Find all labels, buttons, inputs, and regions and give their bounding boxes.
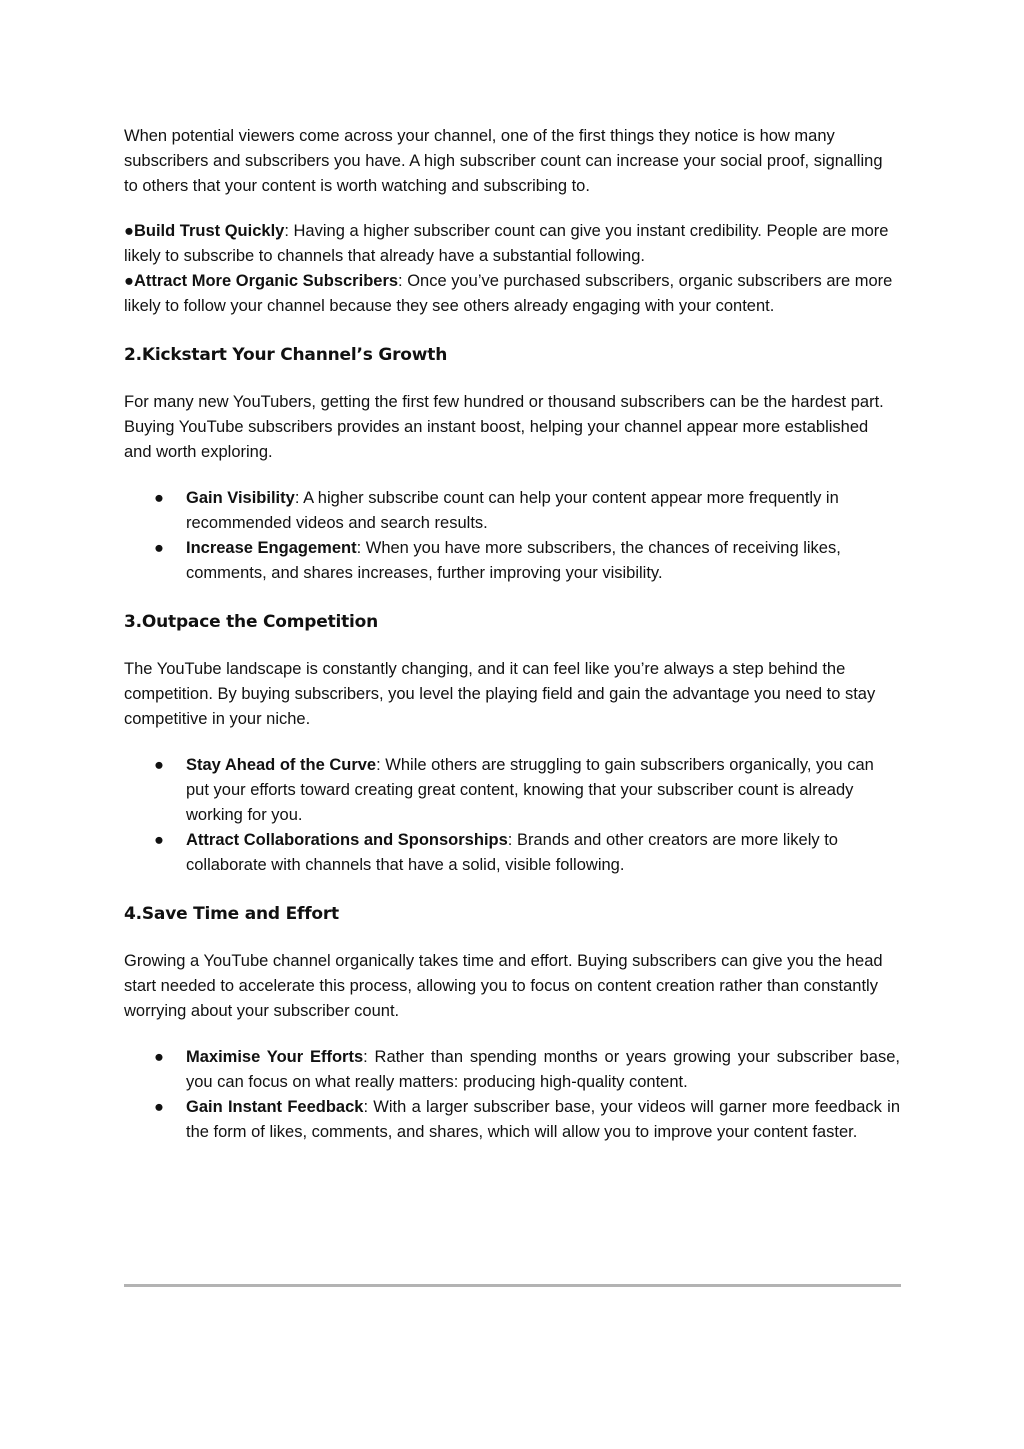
inline-bullet-item <box>124 269 900 319</box>
bullet-text: : Rather than spending months or years growing your subscriber base, you can focus on what really matters: producing high-quality content. <box>186 1048 900 1091</box>
document-page <box>124 124 900 1145</box>
bullet-text: : When you have more subscribers, the chances of receiving likes, comments, and shares increases, further improving your visibility. <box>186 539 841 582</box>
bullet-glyph: ● <box>124 222 134 240</box>
bullet-text: : Having a higher subscriber count can give you instant credibility. People are more likely to subscribe to channels that already have a substantial following. <box>124 222 889 265</box>
section-heading: 2.Kickstart Your Channel’s Growth <box>124 345 448 365</box>
bullet-text: : While others are struggling to gain subscribers organically, you can put your efforts toward creating great content, knowing that your subscriber count is already working for you. <box>186 756 874 824</box>
bullet-term: Maximise Your Efforts <box>186 1048 364 1066</box>
bullet-list <box>124 1045 900 1145</box>
bullet-text: : With a larger subscriber base, your videos will garner more feedback in the form of likes, comments, and shares, which will allow you to improve your content faster. <box>186 1098 901 1141</box>
section-save-time <box>124 901 900 1145</box>
list-item <box>124 1045 900 1095</box>
section-heading: 3.Outpace the Competition <box>124 612 379 632</box>
bullet-text: : Once you’ve purchased subscribers, organic subscribers are more likely to follow your channel because they see others already engaging with your content. <box>124 272 893 315</box>
bullet-term: Gain Instant Feedback <box>186 1098 364 1116</box>
bullet-glyph: ● <box>154 1048 164 1066</box>
list-item <box>124 828 900 878</box>
footer-divider <box>124 1284 901 1287</box>
list-item <box>124 536 900 586</box>
bullet-term: Build Trust Quickly <box>133 222 285 240</box>
section-paragraph: Growing a YouTube channel organically takes time and effort. Buying subscribers can give you the head start needed to accelerate this process, allowing you to focus on content creation rather than constantly worrying about your subscriber count. <box>124 952 883 1020</box>
section-competition <box>124 609 900 878</box>
bullet-list <box>124 486 900 586</box>
bullet-term: Attract Collaborations and Sponsorships <box>186 831 508 849</box>
bullet-term: Stay Ahead of the Curve <box>186 756 377 774</box>
bullet-glyph: ● <box>154 489 164 507</box>
bullet-text: : Brands and other creators are more likely to collaborate with channels that have a solid, visible following. <box>186 831 838 874</box>
bullet-text: : A higher subscribe count can help your content appear more frequently in recommended videos and search results. <box>186 489 839 532</box>
bullet-list <box>124 753 900 878</box>
list-item <box>124 486 900 536</box>
intro-paragraph: When potential viewers come across your channel, one of the first things they notice is how many subscribers and subscribers you have. A high subscriber count can increase your social proof, signalling to others that your content is worth watching and subscribing to. <box>124 127 883 195</box>
bullet-glyph: ● <box>154 756 164 774</box>
bullet-glyph: ● <box>154 539 164 557</box>
inline-bullet-list <box>124 219 900 319</box>
bullet-glyph: ● <box>154 1098 164 1116</box>
inline-bullet-item <box>124 219 900 269</box>
bullet-glyph: ● <box>124 272 134 290</box>
bullet-term: Gain Visibility <box>186 489 295 507</box>
bullet-term: Increase Engagement <box>186 539 357 557</box>
section-kickstart <box>124 342 900 586</box>
section-paragraph: The YouTube landscape is constantly changing, and it can feel like you’re always a step behind the competition. By buying subscribers, you level the playing field and gain the advantage you need to stay competitive in your niche. <box>124 660 876 728</box>
section-paragraph: For many new YouTubers, getting the first few hundred or thousand subscribers can be the hardest part. Buying YouTube subscribers provides an instant boost, helping your channel appear more established and worth exploring. <box>124 393 884 461</box>
section-heading: 4.Save Time and Effort <box>124 904 339 924</box>
bullet-glyph: ● <box>154 831 164 849</box>
list-item <box>124 1095 900 1145</box>
bullet-term: Attract More Organic Subscribers <box>133 272 399 290</box>
list-item <box>124 753 900 828</box>
